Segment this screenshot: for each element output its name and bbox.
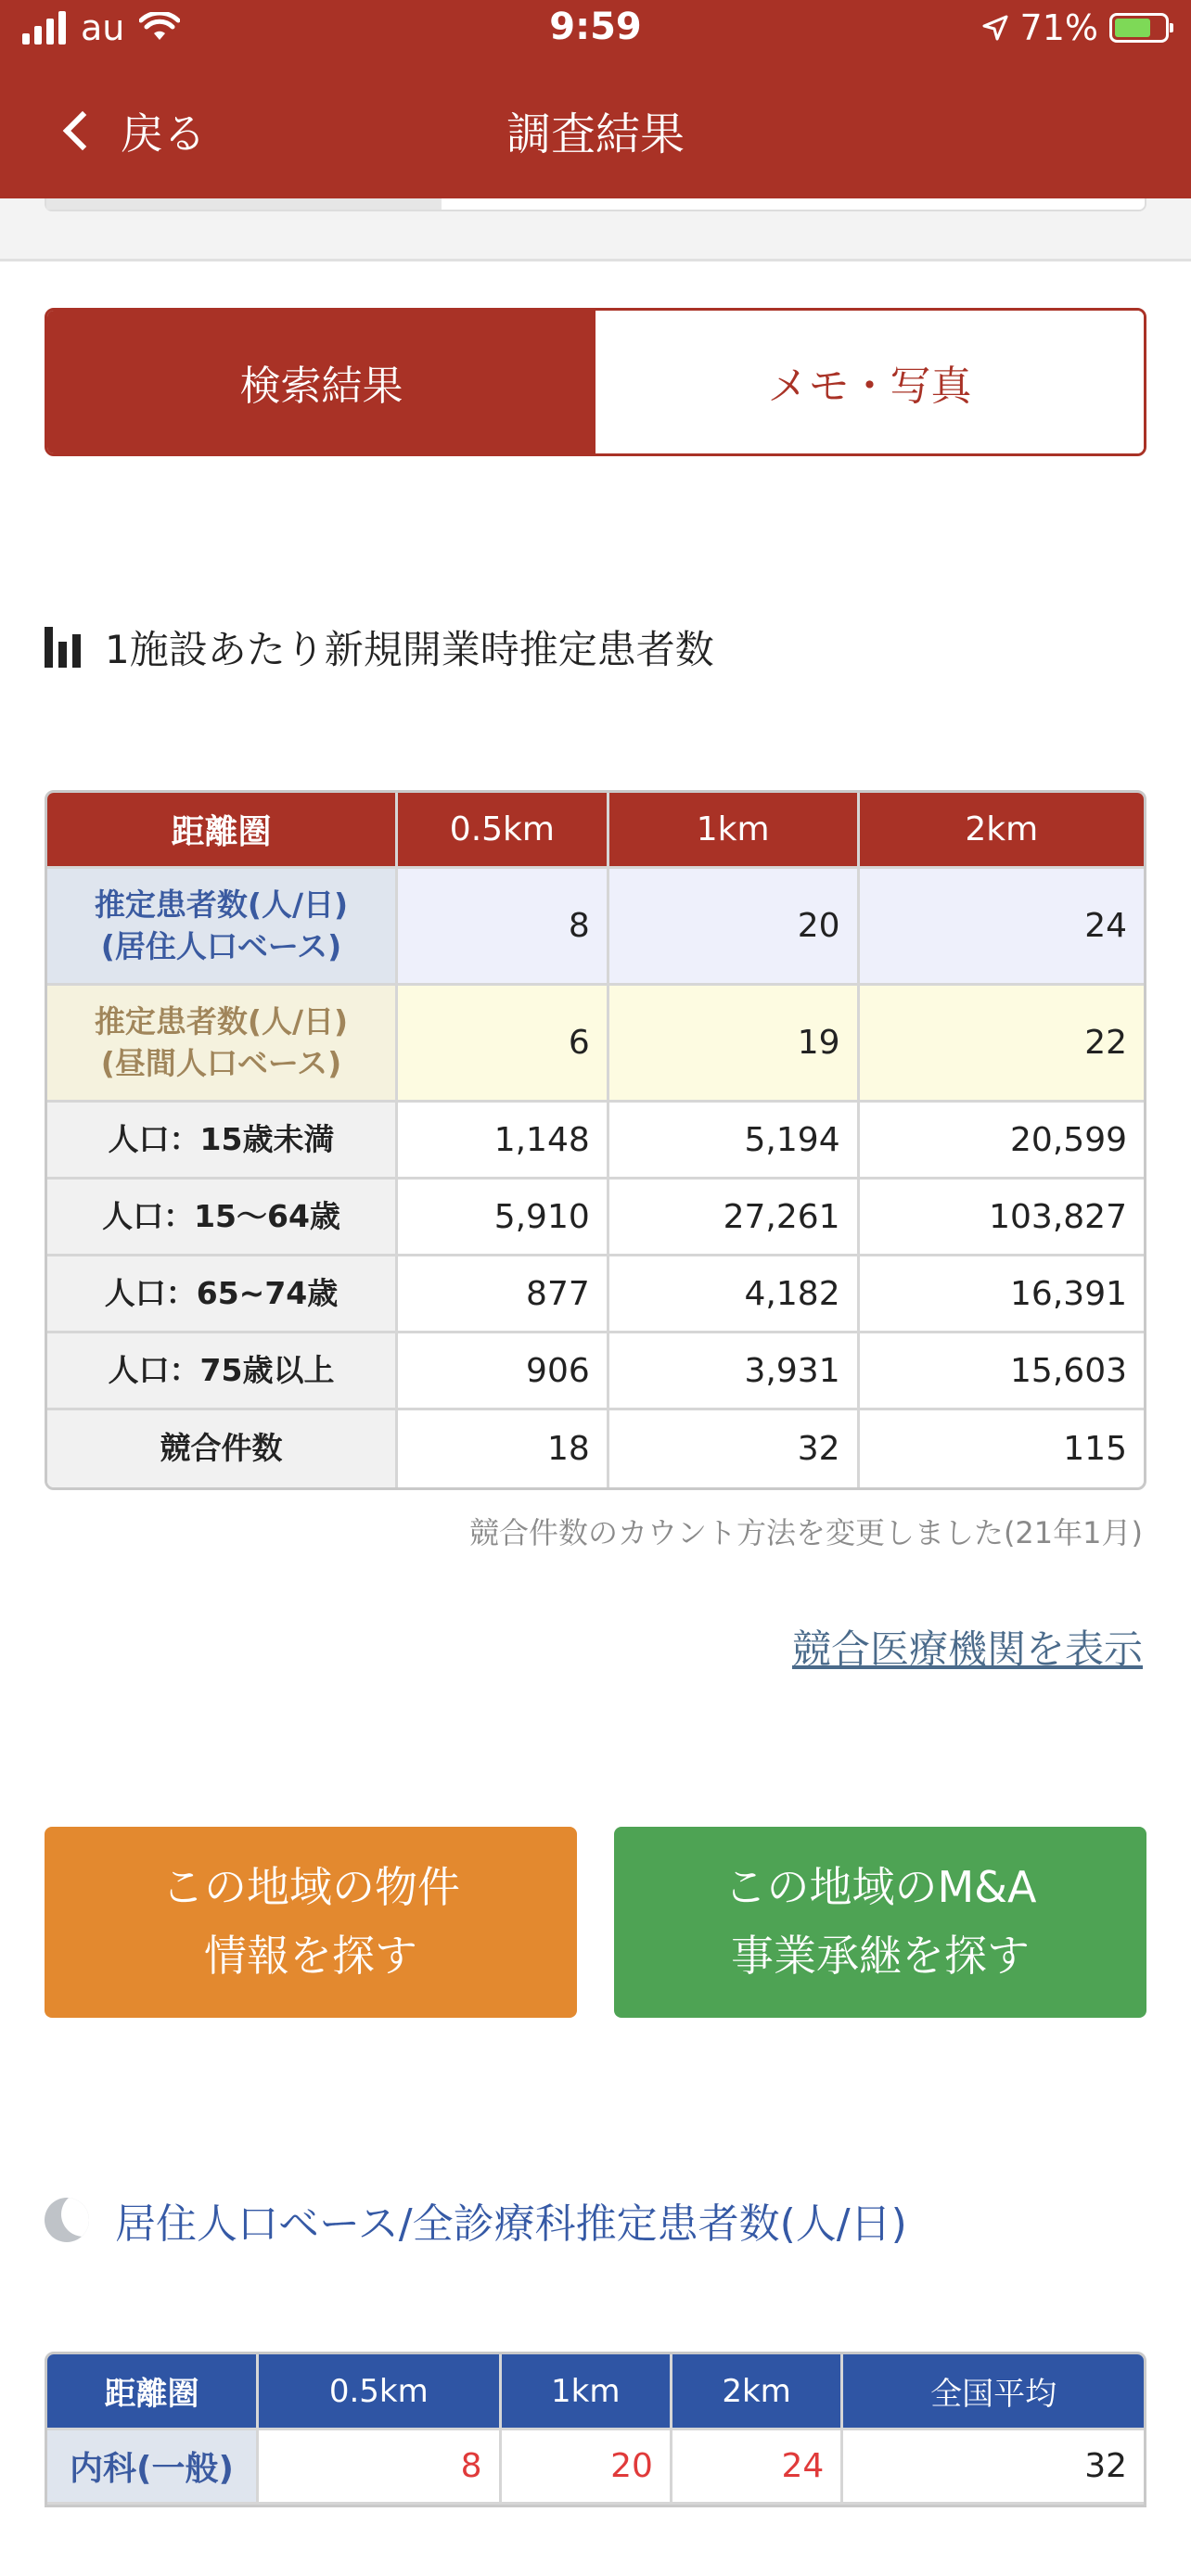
section-title-estimated-patients	[45, 619, 714, 675]
cell-value: 20,599	[860, 1103, 1144, 1180]
segmented-control	[45, 308, 1146, 456]
header-2km: 2km	[860, 793, 1144, 869]
back-label: 戻る	[121, 108, 206, 159]
row-label: 競合件数	[47, 1410, 398, 1487]
table-row	[47, 1256, 1144, 1333]
horizontal-scroll-strip	[0, 198, 1191, 261]
cell-value: 5,194	[609, 1103, 860, 1180]
cell-value: 27,261	[609, 1180, 860, 1256]
count-method-note: 競合件数のカウント方法を変更しました(21年1月)	[468, 1515, 1143, 1550]
section-title-text: 1施設あたり新規開業時推定患者数	[105, 627, 714, 672]
find-ma-succession-button[interactable]	[614, 1827, 1146, 2018]
department-table	[45, 2352, 1146, 2507]
bar-chart-icon	[45, 627, 81, 668]
section-title-department-estimates	[45, 2190, 907, 2250]
page-title: 調査結果	[506, 108, 685, 160]
cell-value: 20	[502, 2430, 672, 2505]
tab-search-results[interactable]: 検索結果	[47, 311, 596, 453]
location-arrow-icon	[981, 14, 1009, 42]
estimate-table	[45, 790, 1146, 1490]
scroll-track[interactable]	[45, 198, 1146, 211]
cell-value: 103,827	[860, 1180, 1144, 1256]
header-1km: 1km	[502, 2354, 672, 2430]
button-label-line: 事業承継を探す	[731, 1931, 1030, 1981]
cell-value: 15,603	[860, 1333, 1144, 1410]
button-label-line: 情報を探す	[204, 1931, 417, 1981]
navigation-bar	[0, 56, 1191, 198]
row-label-line: 推定患者数(人/日)	[94, 1002, 349, 1039]
cell-value: 6	[398, 986, 609, 1103]
scroll-thumb[interactable]	[46, 198, 442, 210]
clock: 9:59	[549, 6, 642, 48]
cell-value: 8	[259, 2430, 502, 2505]
header-2km: 2km	[672, 2354, 843, 2430]
header-distance: 距離圏	[47, 793, 398, 869]
table-row	[47, 869, 1144, 986]
cell-value: 3,931	[609, 1333, 860, 1410]
cell-value: 16,391	[860, 1256, 1144, 1333]
cell-value: 8	[398, 869, 609, 986]
table-row	[47, 986, 1144, 1103]
table-row	[47, 1333, 1144, 1410]
row-label-line: (居住人口ベース)	[100, 927, 342, 964]
cell-value: 24	[672, 2430, 843, 2505]
status-bar	[0, 0, 1191, 56]
header-1km: 1km	[609, 793, 860, 869]
row-label: 人口：15歳未満	[47, 1103, 398, 1180]
battery-percent: 71%	[1019, 7, 1098, 48]
table-row	[47, 1410, 1144, 1487]
table-row	[47, 2430, 1144, 2505]
cell-value: 115	[1063, 1430, 1127, 1468]
row-label: 人口：65~74歳	[47, 1256, 398, 1333]
cell-value: 20	[609, 869, 860, 986]
cell-value: 32	[609, 1410, 860, 1487]
cell-value: 4,182	[609, 1256, 860, 1333]
row-label-line: (昼間人口ベース)	[100, 1044, 342, 1081]
cell-value: 1,148	[398, 1103, 609, 1180]
header-0-5km: 0.5km	[398, 793, 609, 869]
header-0-5km: 0.5km	[259, 2354, 502, 2430]
show-competitors-link[interactable]: 競合医療機関を表示	[791, 1626, 1143, 1672]
status-right	[981, 7, 1169, 48]
carrier-label: au	[81, 7, 125, 48]
header-national-average: 全国平均	[843, 2354, 1144, 2430]
cell-value: 877	[398, 1256, 609, 1333]
table-header-row	[47, 793, 1144, 869]
row-label: 人口：75歳以上	[47, 1333, 398, 1410]
row-label-resident-estimate	[47, 869, 398, 986]
moon-icon	[45, 2198, 89, 2242]
cell-value: 32	[843, 2430, 1144, 2505]
button-label-line: この地域のM&A	[724, 1862, 1037, 1913]
cell-value: 906	[398, 1333, 609, 1410]
row-label: 人口：15〜64歳	[47, 1180, 398, 1256]
cell-value: 18	[398, 1410, 609, 1487]
table-header-row	[47, 2354, 1144, 2430]
cell-value: 19	[609, 986, 860, 1103]
row-label-line: 推定患者数(人/日)	[94, 886, 349, 923]
row-label: 内科(一般)	[47, 2430, 259, 2505]
cell-value: 5,910	[398, 1180, 609, 1256]
section-title-text: 居住人口ベース/全診療科推定患者数(人/日)	[115, 2200, 907, 2248]
tab-memo-photos[interactable]: メモ・写真	[596, 311, 1144, 453]
find-property-button[interactable]	[45, 1827, 577, 2018]
battery-icon	[1109, 13, 1169, 43]
button-label-line: この地域の物件	[161, 1862, 460, 1913]
table-row	[47, 1103, 1144, 1180]
table-row	[47, 1180, 1144, 1256]
header-distance: 距離圏	[47, 2354, 259, 2430]
cell-value: 24	[860, 869, 1144, 986]
cell-value: 22	[860, 986, 1144, 1103]
row-label-daytime-estimate	[47, 986, 398, 1103]
